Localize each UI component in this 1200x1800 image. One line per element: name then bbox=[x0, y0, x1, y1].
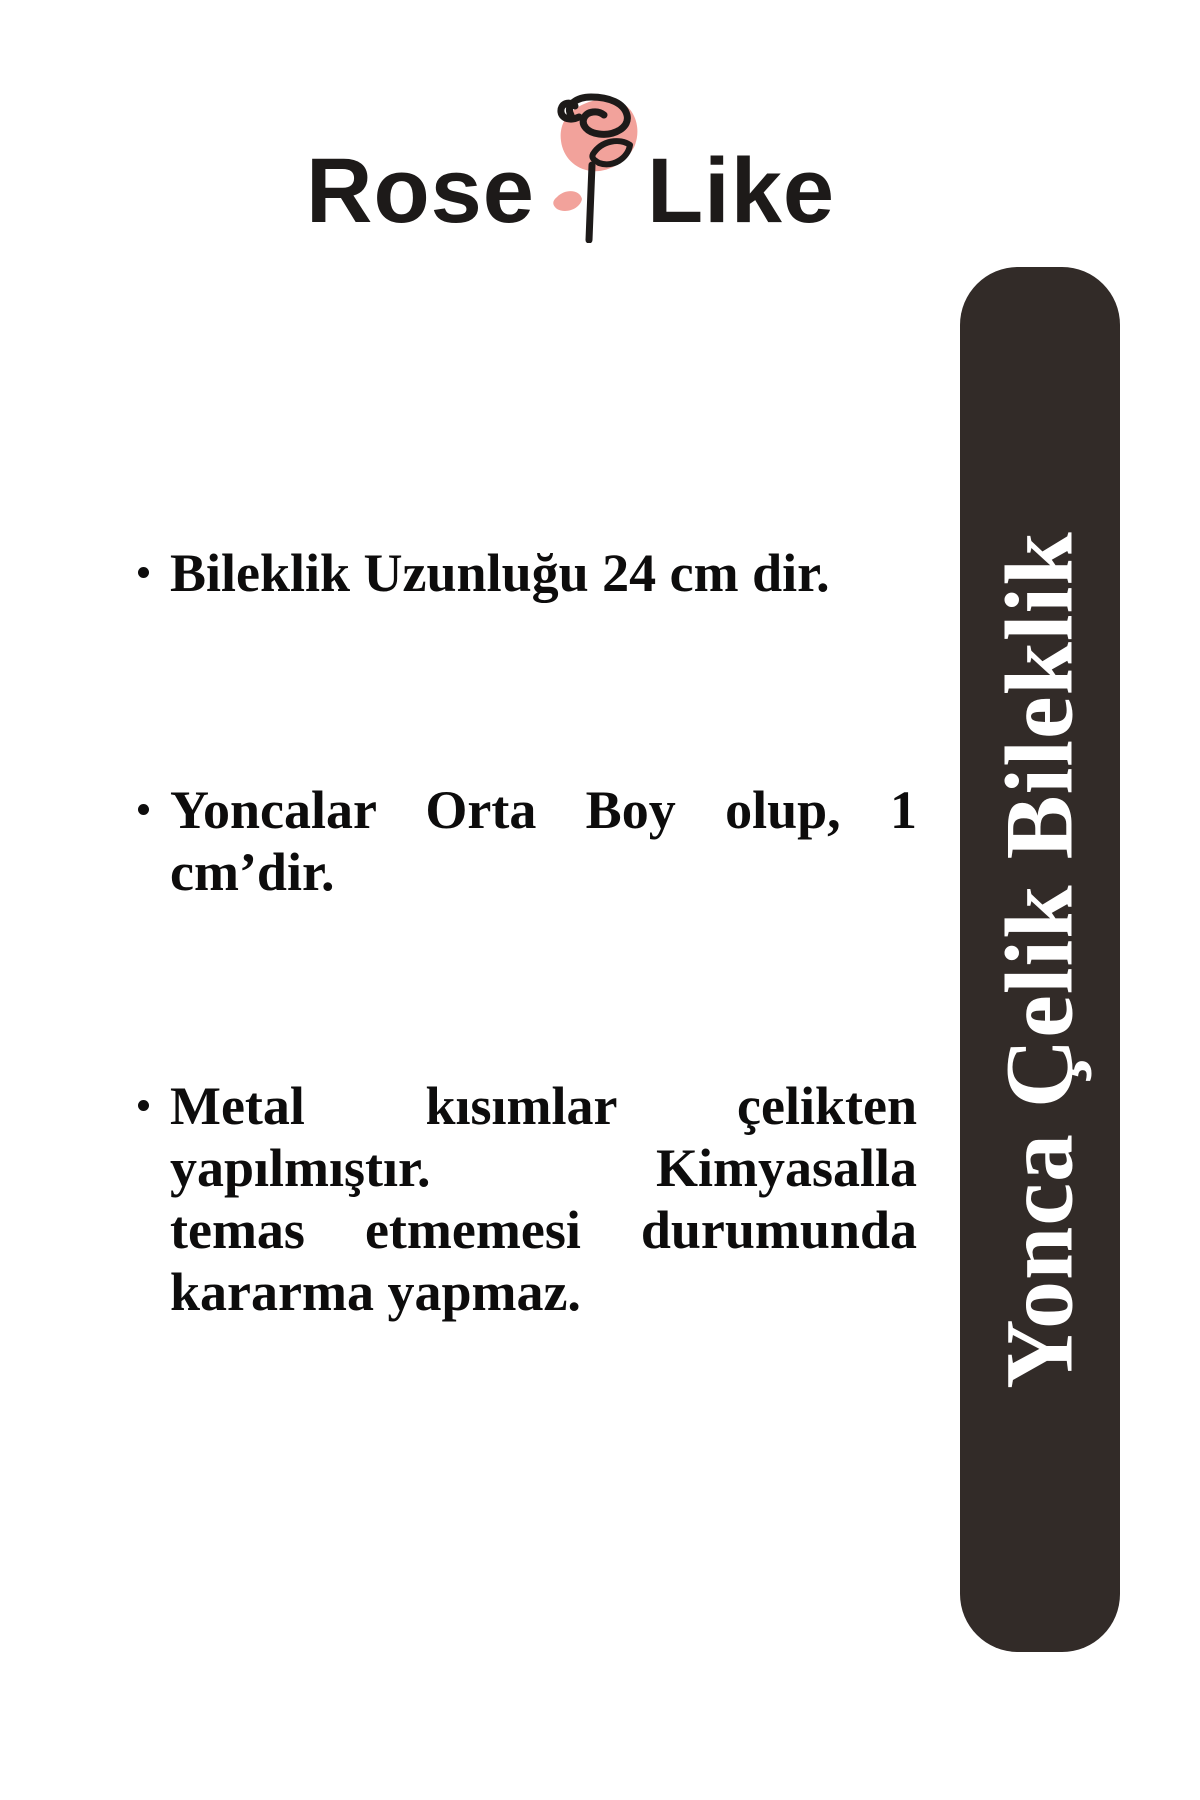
bullet-line: kararma yapmaz. bbox=[170, 1262, 581, 1322]
rose-stem bbox=[589, 165, 592, 240]
bullet-line: cm’dir. bbox=[170, 842, 335, 902]
rose-petal bbox=[553, 191, 582, 211]
bullet-item-length bbox=[138, 542, 917, 604]
logo-word-like: Like bbox=[646, 140, 836, 242]
bullet-dot-icon bbox=[138, 1100, 149, 1111]
bullet-text bbox=[170, 542, 917, 604]
bullet-text bbox=[170, 1075, 917, 1323]
bullet-dot-icon bbox=[138, 567, 149, 578]
rose-icon bbox=[541, 93, 641, 243]
bullet-text bbox=[170, 779, 917, 903]
bullet-item-clover-size bbox=[138, 779, 917, 903]
bullet-dot-icon bbox=[138, 804, 149, 815]
logo-word-rose: Rose bbox=[306, 140, 535, 242]
bullet-line: yapılmıştır. Kimyasalla bbox=[170, 1138, 917, 1198]
bullet-line: Bileklik Uzunluğu 24 cm dir. bbox=[170, 543, 830, 603]
bullet-item-material bbox=[138, 1075, 917, 1323]
brand-logo bbox=[306, 93, 835, 243]
side-banner bbox=[960, 267, 1120, 1652]
bullet-line: Yoncalar Orta Boy olup, 1 bbox=[170, 780, 917, 840]
side-banner-label: Yonca Çelik Bileklik bbox=[986, 530, 1093, 1389]
bullet-line: Metal kısımlar çelikten bbox=[170, 1076, 917, 1136]
bullet-line: temas etmemesi durumunda bbox=[170, 1200, 917, 1260]
